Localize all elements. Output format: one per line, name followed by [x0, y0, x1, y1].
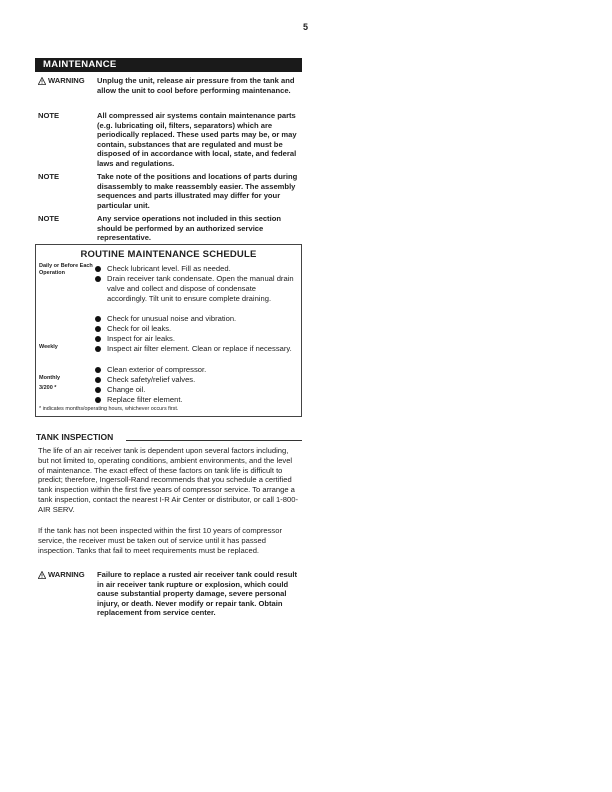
warning-triangle-icon: [38, 571, 46, 579]
frequency-daily: Daily or Before Each Operation: [39, 263, 93, 276]
bullet-icon: [95, 266, 101, 272]
note-text: Unplug the unit, release air pressure from the tank and allow the unit to cool before performing maintenance.: [97, 76, 295, 95]
bullet-icon: [95, 336, 101, 342]
maintenance-heading: MAINTENANCE: [35, 58, 302, 72]
tank-paragraph: If the tank has not been inspected within the first 10 years of compressor service, the receiver must be taken out of service until it has passed inspection. Tanks that fail to meet requirements must be replaced.: [38, 526, 282, 555]
warning-label: WARNING: [48, 570, 85, 579]
note-label: NOTE: [38, 214, 60, 223]
tank-inspection-title: TANK INSPECTION: [36, 432, 117, 442]
frequency-3-200: 3/200 *: [39, 385, 57, 391]
warning-triangle-icon: [38, 77, 46, 85]
page-number: 5: [303, 22, 309, 32]
bullet-icon: [95, 326, 101, 332]
schedule-task: Clean exterior of compressor.: [107, 365, 297, 375]
frequency-weekly: Weekly: [39, 344, 58, 350]
schedule-task: Check lubricant level. Fill as needed.: [107, 264, 297, 274]
schedule-task: Inspect for air leaks.: [107, 334, 297, 344]
schedule-task: Replace filter element.: [107, 395, 297, 405]
note-label: WARNING: [48, 76, 85, 85]
schedule-title: ROUTINE MAINTENANCE SCHEDULE: [80, 249, 257, 260]
bullet-icon: [95, 387, 101, 393]
schedule-task: Inspect air filter element. Clean or replace if necessary.: [107, 344, 297, 354]
note-label: NOTE: [38, 111, 60, 120]
schedule-task: Drain receiver tank condensate. Open the manual drain valve and collect and dispose of condensate accordingly. Tilt unit to ensure complete draining.: [107, 274, 297, 304]
bullet-icon: [95, 367, 101, 373]
warning-text: Failure to replace a rusted air receiver tank could result in air receiver tank rupture or explosion, which could cause substantial property damage, severe personal injury, or death. Never modify or repair tank. Obtain replacement from service center.: [97, 570, 298, 618]
schedule-task: Check for unusual noise and vibration.: [107, 314, 297, 324]
heading-rule: [126, 440, 302, 441]
maintenance-schedule-box: [35, 244, 302, 417]
tank-inspection-heading: [36, 432, 302, 442]
bullet-icon: [95, 397, 101, 403]
frequency-monthly: Monthly: [39, 375, 61, 381]
schedule-task: Check safety/relief valves.: [107, 375, 297, 385]
bullet-icon: [95, 377, 101, 383]
note-text: All compressed air systems contain maintenance parts (e.g. lubricating oil, filters, separators) which are periodically replaced. These used parts may be, or may contain, substances that are regulated and must be disposed of in accordance with local, state, and federal laws and regulations.: [97, 111, 297, 168]
bullet-icon: [95, 276, 101, 282]
schedule-footnote: * indicates months/operating hours, whichever occurs first.: [39, 406, 179, 412]
tank-paragraph: The life of an air receiver tank is dependent upon several factors including, but not limited to, operating conditions, ambient environments, and the level of maintenance. The exact effect of these factors on tank life is difficult to predict; therefore, Ingersoll-Rand recommends that you schedule a certified tank inspection within the first five years of compressor service. To arrange a tank inspection, contact the nearest I-R Air Center or distributor, or call 1-800-AIR SERV.: [38, 446, 298, 514]
note-text: Take note of the positions and locations of parts during disassembly to make reassembly easier. The assembly sequences and parts illustrated may differ for your particular unit.: [97, 172, 298, 210]
schedule-task: Change oil.: [107, 385, 297, 395]
bullet-icon: [95, 346, 101, 352]
bullet-icon: [95, 316, 101, 322]
note-label: NOTE: [38, 172, 60, 181]
note-text: Any service operations not included in this section should be performed by an authorized service representative.: [97, 214, 281, 243]
schedule-task: Check for oil leaks.: [107, 324, 297, 334]
